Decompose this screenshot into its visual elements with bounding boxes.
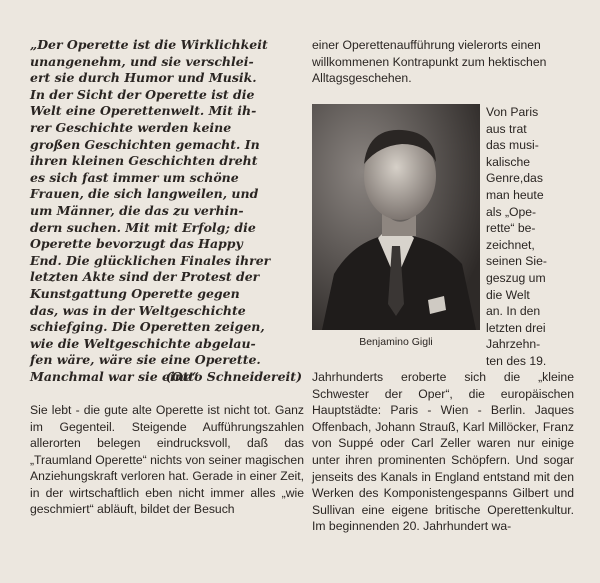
narrow-column-line: ten des 19. bbox=[486, 353, 547, 368]
portrait-illustration bbox=[312, 104, 480, 330]
quote-line: End. Die glücklichen Finales ihrer bbox=[30, 252, 271, 268]
quote-line: Kunstgattung Operette gegen bbox=[30, 285, 240, 301]
operetta-quote bbox=[30, 37, 302, 385]
narrow-column-line: das musi- bbox=[486, 138, 539, 153]
quote-line: „Der Operette ist die Wirklichkeit bbox=[30, 37, 268, 52]
narrow-column-line: an. In den bbox=[486, 304, 541, 319]
narrow-column-line: geszug um bbox=[486, 270, 546, 285]
photo-figure bbox=[312, 104, 480, 358]
narrow-column-line: Genre,das bbox=[486, 171, 543, 186]
quote-line: Frauen, die sich langweilen, und bbox=[30, 186, 259, 202]
narrow-column-line: Von Paris bbox=[486, 105, 539, 119]
portrait-photo bbox=[312, 104, 480, 330]
quote-line: großen Geschichten gemacht. In bbox=[30, 136, 260, 152]
photo-caption: Benjamino Gigli bbox=[359, 336, 433, 348]
quote-line: In der Sicht der Operette ist die bbox=[30, 86, 255, 102]
quote-line: rer Geschichte werden keine bbox=[30, 119, 232, 135]
quote-line: es sich fast immer um schöne bbox=[30, 169, 239, 185]
narrow-column-line: die Welt bbox=[486, 287, 530, 302]
quote-line: Operette bevorzugt das Happy bbox=[30, 236, 243, 252]
quote-line: ihren kleinen Geschichten dreht bbox=[30, 153, 258, 169]
narrow-column-line: kalische bbox=[486, 154, 531, 169]
quote-line: schiefging. Die Operetten zeigen, bbox=[30, 319, 265, 335]
narrow-column-line: aus trat bbox=[486, 121, 527, 136]
quote-line: um Männer, die das zu verhin- bbox=[30, 202, 244, 218]
narrow-column-line: letzten drei bbox=[486, 320, 546, 335]
quote-line: Manchmal war sie eine“ bbox=[30, 368, 199, 384]
quote-line: Welt eine Operettenwelt. Mit ih- bbox=[30, 103, 257, 119]
body-text-right-intro: einer Operettenaufführung vielerorts einen willkommenen Kontrapunkt zum hektischen Alltagsgeschehen. bbox=[312, 38, 547, 86]
body-text-right-narrow bbox=[486, 104, 574, 370]
narrow-column-line: Jahrzehn- bbox=[486, 337, 541, 352]
narrow-column-line: man heute bbox=[486, 187, 544, 202]
narrow-column-line: als „Ope- bbox=[486, 204, 537, 219]
quote-line: dern suchen. Mit mit Erfolg; die bbox=[30, 219, 256, 235]
narrow-column-line: seinen Sie- bbox=[486, 254, 547, 269]
quote-line: unangenehm, und sie verschlei- bbox=[30, 53, 254, 69]
quote-line: fen wäre, wäre sie eine Operette. bbox=[30, 352, 261, 368]
quote-line: ert sie durch Humor und Musik. bbox=[30, 70, 257, 86]
body-text-right: Jahrhunderts eroberte sich die „kleine Schwester der Oper“, die europäischen Hauptstädte: Paris - Wien - Berlin. Jaques Offenbach, Johann Strauß, Karl Millöcker, Franz von Suppé oder Carl Zeller waren nur einige unter ihren prominenten Schöpfern. Und sogar jenseits des Kanals in England entstand mit den Werken des Komponistengespanns Gilbert und Sullivan eine eigene britische Operettenkultur. Im beginnenden 20. Jahrhundert wa- bbox=[312, 370, 574, 534]
narrow-column-line: zeichnet, bbox=[486, 237, 535, 252]
narrow-column-line: rette“ be- bbox=[486, 221, 536, 236]
quote-attribution: (Otto Schneidereit) bbox=[165, 369, 302, 384]
quote-line: wie die Weltgeschichte abgelau- bbox=[30, 335, 256, 351]
quote-line: das, was in der Weltgeschichte bbox=[30, 302, 246, 318]
body-text-left: Sie lebt - die gute alte Operette ist nicht tot. Ganz im Gegenteil. Steigende Aufführungszahlen allerorten belegen eindrucksvoll, daß das „Traumland Operette“ nichts von seiner magischen Anziehungskraft verloren hat. Gerade in einer Zeit, in der wirtschaftlich eben nicht immer alles „wie geschmiert“ abläuft, bildet der Besuch bbox=[30, 403, 304, 516]
quote-line: letzten Akte sind der Protest der bbox=[30, 269, 260, 285]
